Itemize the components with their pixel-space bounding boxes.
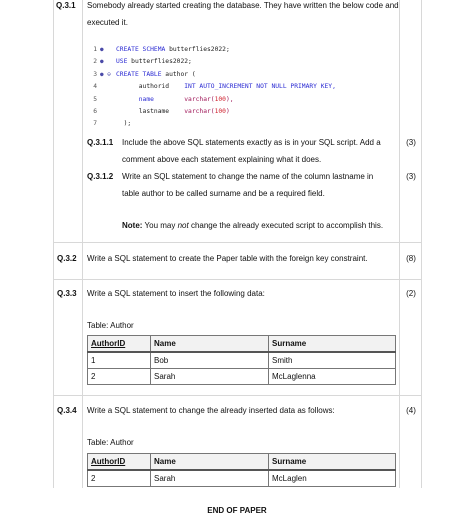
table-cell: McLaglen bbox=[269, 470, 396, 487]
line-number: 6 bbox=[93, 108, 97, 115]
code-token: butterflies2022; bbox=[131, 58, 192, 66]
table-row bbox=[88, 470, 396, 487]
table-header-cell: Surname bbox=[269, 454, 396, 471]
question-number: Q.3.1.2 bbox=[87, 172, 114, 181]
note-label: Note: bbox=[122, 221, 143, 230]
author-table bbox=[87, 335, 396, 385]
table-header-cell: Surname bbox=[269, 336, 396, 353]
question-number: Q.3.1 bbox=[56, 1, 76, 10]
code-text bbox=[116, 108, 230, 115]
breakpoint-icon: ● bbox=[100, 58, 104, 66]
code-token: ) bbox=[225, 108, 230, 115]
table-header-cell: AuthorID bbox=[88, 454, 151, 471]
code-token: CREATE SCHEMA bbox=[116, 46, 170, 53]
table-header-row bbox=[88, 336, 396, 353]
code-token: CREATE TABLE bbox=[116, 70, 166, 78]
table-header-cell: Name bbox=[151, 454, 269, 471]
table-header-cell: Name bbox=[151, 336, 269, 353]
line-number: 7 bbox=[93, 120, 97, 128]
breakpoint-icon: ● ⊖ bbox=[100, 70, 111, 78]
code-token: ); bbox=[116, 120, 132, 128]
line-number: 5 bbox=[93, 95, 97, 103]
line-number: 2 bbox=[93, 58, 97, 66]
grid-line bbox=[399, 0, 400, 488]
question-text: Somebody already started creating the database. They have written the below code and executed it. bbox=[87, 1, 399, 27]
marks: (2) bbox=[406, 289, 416, 298]
breakpoint-icon: ● bbox=[100, 46, 104, 53]
code-token: 100 bbox=[214, 108, 226, 115]
marks: (8) bbox=[406, 254, 416, 263]
code-token: authorid bbox=[116, 83, 185, 91]
table-cell: 2 bbox=[88, 470, 151, 487]
question-text-line: table author to be called surname and be a required field. bbox=[122, 189, 325, 198]
table-cell: Bob bbox=[151, 352, 269, 369]
question-text bbox=[122, 168, 397, 202]
end-of-paper: END OF PAPER bbox=[207, 506, 267, 515]
table-row bbox=[88, 352, 396, 369]
code-text bbox=[116, 46, 230, 53]
marks: (3) bbox=[406, 172, 416, 181]
code-token: ), bbox=[225, 95, 234, 103]
table-cell: McLaglenna bbox=[269, 369, 396, 385]
code-text bbox=[116, 58, 192, 65]
line-number: 1 bbox=[93, 46, 97, 53]
question-text-line: Include the above SQL statements exactly as is in your SQL script. Add a bbox=[122, 138, 381, 147]
table-cell: 1 bbox=[88, 352, 151, 369]
table-label: Table: Author bbox=[87, 321, 134, 330]
question-text: Write a SQL statement to create the Paper table with the foreign key constraint. bbox=[87, 254, 368, 263]
code-token: USE bbox=[116, 58, 132, 66]
marks: (4) bbox=[406, 406, 416, 415]
note-emphasis: not bbox=[177, 221, 189, 230]
question-text-line: Write an SQL statement to change the name of the column lastname in bbox=[122, 172, 374, 181]
grid-line bbox=[82, 0, 83, 488]
code-token: name bbox=[116, 95, 185, 103]
table-cell: 2 bbox=[88, 369, 151, 385]
table-header-cell: AuthorID bbox=[88, 336, 151, 353]
grid-line bbox=[53, 242, 421, 243]
question-text: Write a SQL statement to change the already inserted data as follows: bbox=[87, 406, 335, 415]
table-cell: Sarah bbox=[151, 470, 269, 487]
note bbox=[122, 217, 402, 234]
code-text bbox=[116, 120, 131, 127]
grid-line bbox=[421, 0, 422, 488]
grid-line bbox=[53, 279, 421, 280]
question-text: Write a SQL statement to insert the following data: bbox=[87, 289, 265, 298]
code-text bbox=[116, 96, 234, 103]
question-number: Q.3.2 bbox=[57, 254, 77, 263]
note-text: You may bbox=[142, 221, 178, 230]
author-table bbox=[87, 453, 396, 487]
code-token: lastname bbox=[116, 108, 185, 115]
note-text: change the already executed script to accomplish this. bbox=[188, 221, 384, 230]
line-number: 3 bbox=[93, 70, 97, 78]
table-cell: Smith bbox=[269, 352, 396, 369]
table-header-row bbox=[88, 454, 396, 471]
table-cell: Sarah bbox=[151, 369, 269, 385]
marks: (3) bbox=[406, 138, 416, 147]
grid-line bbox=[53, 0, 54, 488]
question-number: Q.3.1.1 bbox=[87, 138, 114, 147]
question-number: Q.3.3 bbox=[57, 289, 77, 298]
code-token: varchar( bbox=[184, 108, 215, 115]
code-token: varchar( bbox=[184, 95, 215, 103]
table-row bbox=[88, 369, 396, 385]
line-number: 4 bbox=[93, 83, 97, 91]
question-text-line: comment above each statement explaining what it does. bbox=[122, 155, 322, 164]
question-text bbox=[122, 134, 397, 168]
code-token: INT AUTO_INCREMENT NOT NULL PRIMARY KEY, bbox=[184, 83, 336, 91]
table-label: Table: Author bbox=[87, 438, 134, 447]
question-number: Q.3.4 bbox=[57, 406, 77, 415]
code-token: butterflies2022; bbox=[169, 46, 230, 53]
grid-line bbox=[53, 395, 421, 396]
code-text bbox=[116, 83, 336, 90]
code-token: author ( bbox=[165, 70, 196, 78]
code-text bbox=[116, 71, 196, 78]
code-token: 100 bbox=[214, 95, 226, 103]
